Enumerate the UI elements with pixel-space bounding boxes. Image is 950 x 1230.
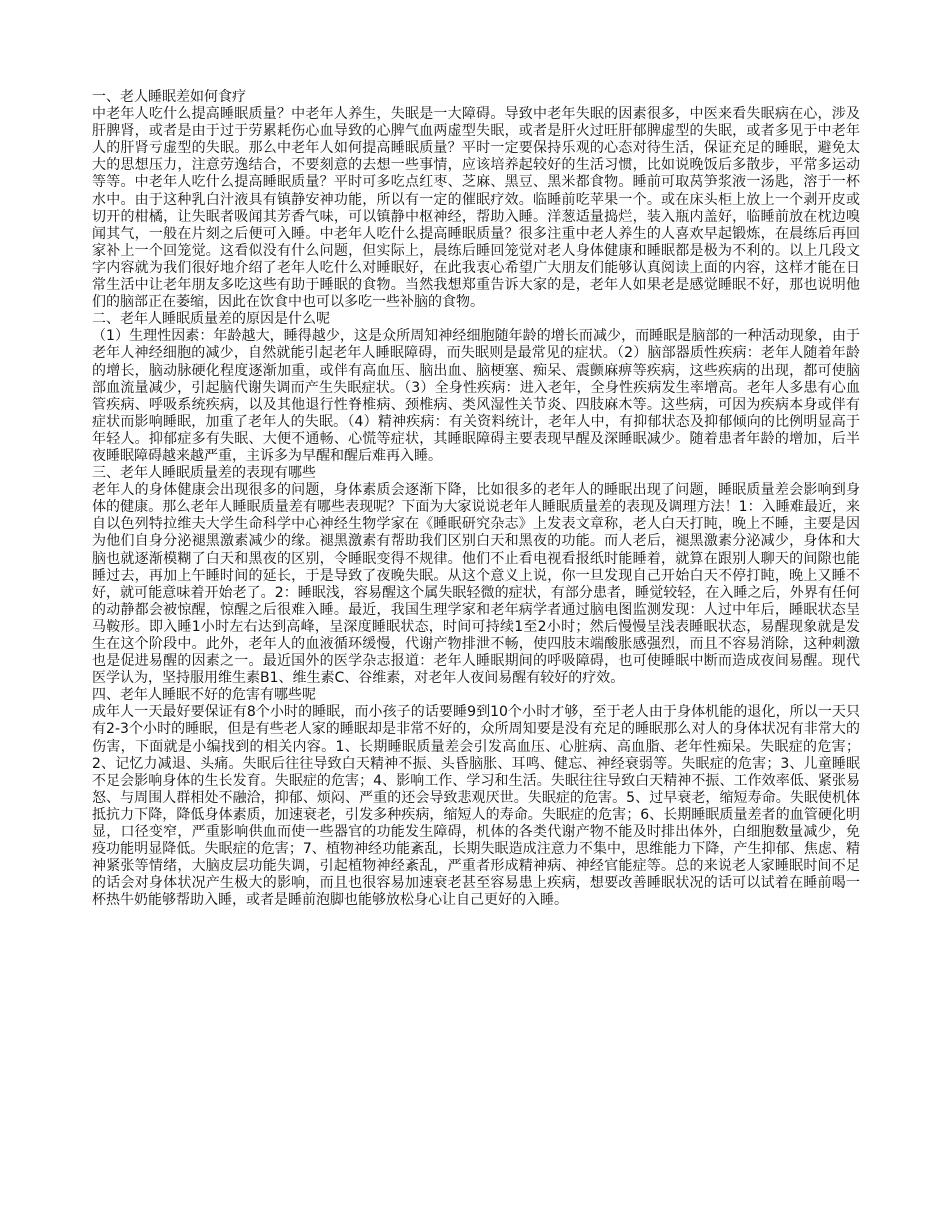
- section-heading: 二、老年人睡眠质量差的原因是什么呢: [92, 311, 330, 328]
- section-heading: 三、老年人睡眠质量差的表现有哪些: [92, 465, 316, 482]
- section-paragraph: 老年人的身体健康会出现很多的问题，身体素质会逐渐下降，比如很多的老年人的睡眠出现了问题，睡眠质量差会影响到身体的健康。那么老年人睡眠质量差有哪些表现呢？下面为大家说说老年人睡眠质量差的表现及调理方法！1：入睡难最近，来自以色列特拉维夫大学生命科学中心神经生物学家在《睡眠研究杂志》上发表文章称，老人白天打盹，晚上不睡，主要是因为他们自身分泌褪黑激素减少的缘。褪黑激素有帮助我们区别白天和黑夜的功能。而人老后，褪黑激素分泌减少，身体和大脑也就逐渐模糊了白天和黑夜的区别，令睡眠变得不规律。他们不止看电视看报纸时能睡着，就算在跟别人聊天的间隙也能睡过去，再加上午睡时间的延长，于是导致了夜晚失眠。从这个意义上说，你一旦发现自己开始白天不停打盹，晚上又睡不好，就可能意味着开始老了。2：睡眠浅，容易醒这个属失眠轻微的症状，有部分患者，睡觉较轻，在入睡之后，外界有任何的动静都会被惊醒，惊醒之后很难入睡。最近，我国生理学家和老年病学者通过脑电图监测发现：人过中年后，睡眠状态呈马鞍形。即入睡1小时左右达到高峰，呈深度睡眠状态，时间可持续1至2小时；然后慢慢呈浅表睡眠状态，易醒现象就是发生在这个阶段中。此外，老年人的血液循环缓慢，代谢产物排泄不畅，使四肢末端酸胀感强烈，而且不容易消除，这种刺激也是促进易醒的因素之一。最近国外的医学杂志报道：老年人睡眠期间的呼吸障碍，也可使睡眠中断而造成夜间易醒。现代医学认为，坚持服用维生素B1、维生素C、谷维素，对老年人夜间易醒有较好的疗效。: [92, 482, 860, 687]
- section-paragraph: 成年人一天最好要保证有8个小时的睡眠，而小孩子的话要睡9到10个小时才够，至于老人由于身体机能的退化，所以一天只有2-3个小时的睡眠，但是有些老人家的睡眠却是非常不好的，众所周知要是没有充足的睡眠那么对人的身体状况有非常大的伤害，下面就是小编找到的相关内容。1、长期睡眠质量差会引发高血压、心脏病、高血脂、老年性痴呆。失眠症的危害；2、记忆力减退、头痛。失眠后往往导致白天精神不振、头昏脑胀、耳鸣、健忘、神经衰弱等。失眠症的危害；3、儿童睡眠不足会影响身体的生长发育。失眠症的危害；4、影响工作、学习和生活。失眠往往导致白天精神不振、工作效率低、紧张易怒、与周围人群相处不融洽，抑郁、烦闷、严重的还会导致悲观厌世。失眠症的危害。5、过早衰老，缩短寿命。失眠使机体抵抗力下降，降低身体素质，加速衰老，引发多种疾病，缩短人的寿命。失眠症的危害；6、长期睡眠质量差者的血管硬化明显，口径变窄，严重影响供血而使一些器官的功能发生障碍，机体的各类代谢产物不能及时排出体外，白细胞数量减少，免疫功能明显降低。失眠症的危害；7、植物神经功能紊乱，长期失眠造成注意力不集中，思维能力下降，产生抑郁、焦虑、精神紧张等情绪，大脑皮层功能失调，引起植物神经紊乱，严重者形成精神病、神经官能症等。总的来说老人家睡眠时间不足的话会对身体状况产生极大的影响，而且也很容易加速衰老甚至容易患上疾病，想要改善睡眠状况的话可以试着在睡前喝一杯热牛奶能够帮助入睡，或者是睡前泡脚也能够放松身心让自己更好的入睡。: [92, 704, 860, 909]
- section-paragraph: 中老年人吃什么提高睡眠质量？中老年人养生，失眠是一大障碍。导致中老年失眠的因素很多，中医来看失眠病在心，涉及肝脾肾，或者是由于过于劳累耗伤心血导致的心脾气血两虚型失眠，或者是肝火过旺肝郁脾虚型的失眠，或者多见于中老年人的肝肾亏虚型的失眠。那么中老年人如何提高睡眠质量？平时一定要保持乐观的心态对待生活，保证充足的睡眠，避免太大的思想压力，注意劳逸结合，不要刻意的去想一些事情，应该培养起较好的生活习惯，比如说晚饭后多散步，平常多运动等等。中老年人吃什么提高睡眠质量？平时可多吃点红枣、芝麻、黑豆、黑米都食物。睡前可取莴笋浆液一汤匙，溶于一杯水中。由于这种乳白汁液具有镇静安神功能，所以有一定的催眠疗效。临睡前吃苹果一个。或在床头柜上放上一个剥开皮或切开的柑橘，让失眠者吸闻其芳香气味，可以镇静中枢神经，帮助入睡。洋葱适量捣烂，装入瓶内盖好，临睡前放在枕边嗅闻其气，一般在片刻之后便可入睡。中老年人吃什么提高睡眠质量？很多注重中老人养生的人喜欢早起锻炼，在晨练后再回家补上一个回笼觉。这看似没有什么问题，但实际上，晨练后睡回笼觉对老人身体健康和睡眠都是极为不利的。以上几段文字内容就为我们很好地介绍了老年人吃什么对睡眠好，在此我衷心希望广大朋友们能够认真阅读上面的内容，这样才能在日常生活中让老年朋友多吃这些有助于睡眠的食物。当然我想郑重告诉大家的是，老年人如果老是感觉睡眠不好，那也说明他们的脑部正在萎缩，因此在饮食中也可以多吃一些补脑的食物。: [92, 106, 860, 311]
- section-heading: 四、老年人睡眠不好的危害有哪些呢: [92, 687, 316, 704]
- section-symptoms: [92, 465, 860, 687]
- section-diet: [92, 89, 860, 311]
- section-causes: [92, 311, 860, 465]
- section-heading: 一、老人睡眠差如何食疗: [92, 89, 246, 105]
- section-harms: [92, 687, 860, 909]
- section-paragraph: （1）生理性因素：年龄越大，睡得越少，这是众所周知神经细胞随年龄的增长而减少，而睡眠是脑部的一种活动现象，由于老年人神经细胞的减少，自然就能引起老年人睡眠障碍，而失眠则是最常见的症状。（2）脑部器质性疾病：老年人随着年龄的增长，脑动脉硬化程度逐渐加重，或伴有高血压、脑出血、脑梗塞、痴呆、震颤麻痹等疾病，这些疾病的出现，都可使脑部血流量减少，引起脑代谢失调而产生失眠症状。（3）全身性疾病：进入老年，全身性疾病发生率增高。老年人多患有心血管疾病、呼吸系统疾病，以及其他退行性脊椎病、颈椎病、类风湿性关节炎、四肢麻木等。这些病，可因为疾病本身或伴有症状而影响睡眠，加重了老年人的失眠。（4）精神疾病：有关资料统计，老年人中，有抑郁状态及抑郁倾向的比例明显高于年轻人。抑郁症多有失眠、大便不通畅、心慌等症状，其睡眠障碍主要表现早醒及深睡眠减少。随着患者年龄的增加，后半夜睡眠障碍越来越严重，主诉多为早醒和醒后难再入睡。: [92, 328, 860, 464]
- document-body: [92, 89, 860, 910]
